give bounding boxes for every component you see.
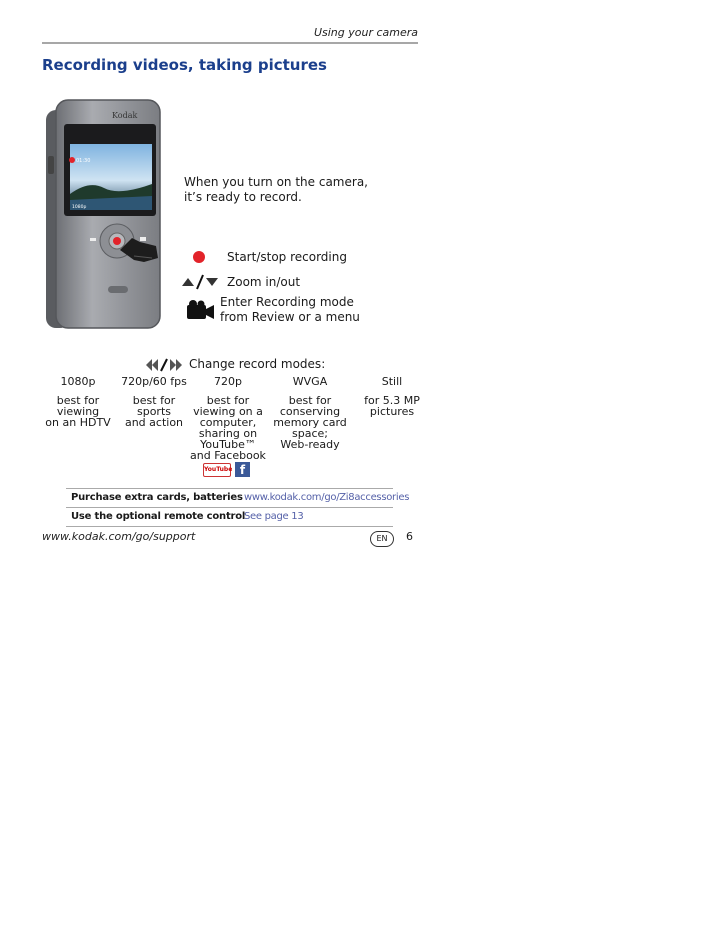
mode-callout-line2: from Review or a menu [220,310,360,324]
mode-1080p [42,376,114,428]
table-row [66,507,393,526]
mode-desc-line: best for [56,394,100,407]
youtube-logo-icon: YouTube [203,463,231,477]
mode-desc-line: and Facebook [190,449,266,462]
rewind-forward-icon [146,358,182,372]
see-page-link[interactable]: See page 13 [244,511,304,522]
record-dot-icon [193,251,205,263]
mode-name: WVGA [292,375,328,388]
mode-desc-line: on an HDTV [45,416,111,429]
page-title: Recording videos, taking pictures [42,56,327,74]
reference-table [66,488,410,526]
language-badge: EN [370,531,394,547]
mode-desc-line: YouTube™ [200,438,256,451]
running-header: Using your camera [313,26,418,39]
mode-desc-line: best for [206,394,250,407]
camera-brand: Kodak [112,111,138,120]
ready-callout-line2: it’s ready to record. [184,190,302,204]
mode-desc-line: conserving [279,405,341,418]
mode-desc-line: sharing on [198,427,258,440]
mode-desc-line: Web-ready [280,438,340,451]
ready-callout-line1: When you turn on the camera, [184,175,368,189]
footer-url[interactable]: www.kodak.com/go/support [42,530,196,543]
mode-desc-line: pictures [369,405,415,418]
change-modes-heading: Change record modes: [189,357,326,371]
ready-callout [184,175,368,205]
table-rule [66,526,393,527]
accessories-link[interactable]: www.kodak.com/go/Zi8accessories [244,492,410,503]
mode-callout-line1: Enter Recording mode [220,295,354,309]
camera-illustration [44,96,164,332]
mode-desc-line: space; [292,427,328,440]
mode-desc-line: best for [132,394,176,407]
mode-name: 720p [214,375,242,388]
table-row-label: Use the optional remote control [71,511,246,522]
mode-name: Still [381,375,403,388]
table-row-label: Purchase extra cards, batteries [71,492,243,503]
mode-name: 1080p [60,375,96,388]
zoom-arrows-icon [182,274,218,290]
screen-mode: 1080p [72,205,87,210]
mode-desc-line: memory card [273,416,347,429]
zoom-callout: Zoom in/out [227,275,301,289]
mode-callout [220,295,360,325]
record-button-illustration [113,237,121,245]
mode-desc-line: best for [288,394,332,407]
facebook-logo-icon: f [235,462,250,477]
mode-desc-line: computer, [199,416,257,429]
mode-desc-line: viewing on a [193,405,263,418]
video-camera-icon [187,300,215,322]
mode-desc-line: and action [124,416,184,429]
mode-still [356,376,428,417]
table-row [66,488,410,507]
mode-wvga [272,376,348,450]
record-callout: Start/stop recording [227,250,347,264]
mode-desc-line: viewing [56,405,100,418]
mode-720p60 [118,376,190,428]
mode-720p [190,376,266,461]
mode-name: 720p/60 fps [121,375,187,388]
page-number: 6 [406,530,413,543]
screen-time: 01:30 [76,158,91,164]
mode-desc-line: sports [136,405,171,418]
mode-desc-line: for 5.3 MP [364,394,420,407]
header-rule [42,42,418,44]
